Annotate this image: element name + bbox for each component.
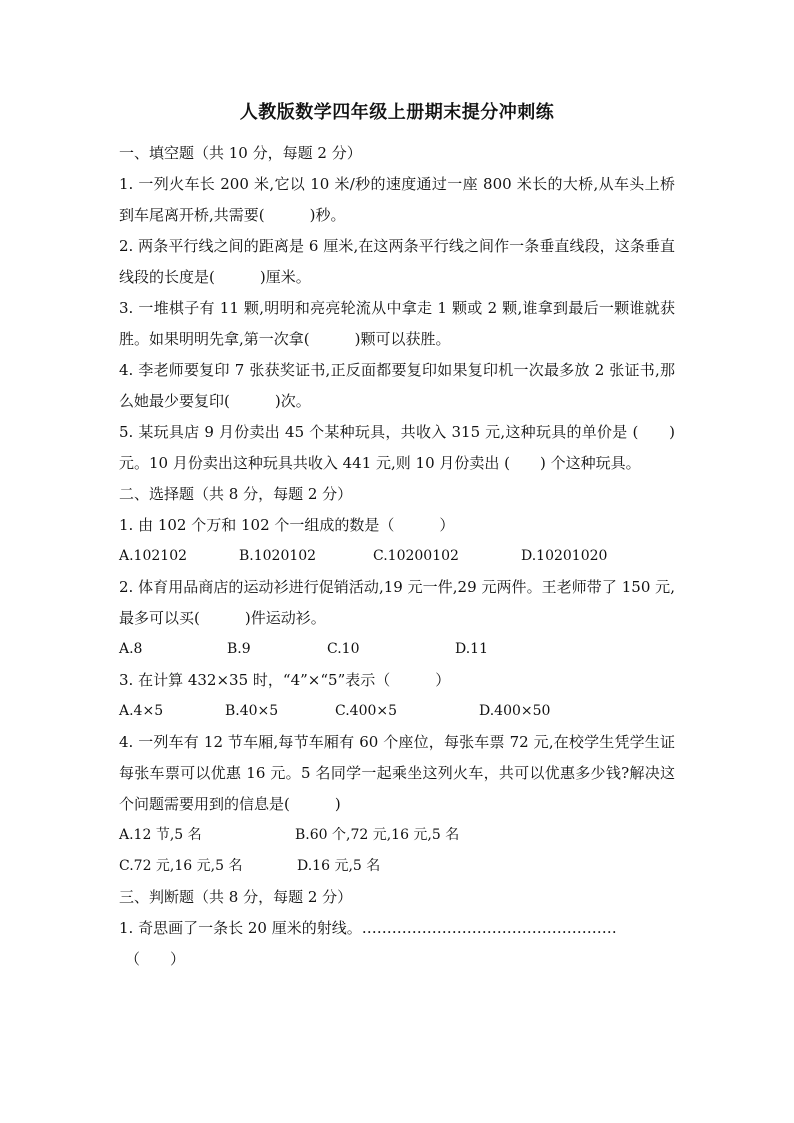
choice-question-1-options — [119, 541, 675, 572]
choice-question-2: 2. 体育用品商店的运动衫进行促销活动,19 元一件,29 元两件。王老师带了 150 元,最多可以买( )件运动衫。 — [119, 578, 675, 627]
option-b: B.9 — [227, 641, 251, 657]
choice-question-4-options-row-2 — [119, 851, 675, 882]
choice-question-3-options — [119, 696, 675, 727]
fill-question-1: 1. 一列火车长 200 米,它以 10 米/秒的速度通过一座 800 米长的大桥,从车头上桥到车尾离开桥,共需要( )秒。 — [119, 175, 675, 224]
fill-question-5: 5. 某玩具店 9 月份卖出 45 个某种玩具，共收入 315 元,这种玩具的单价是 ( ) 元。10 月份卖出这种玩具共收入 441 元,则 10 月份卖出 ( ) 个这种玩具。 — [119, 423, 675, 472]
choice-question-1: 1. 由 102 个万和 102 个一组成的数是（ ） — [119, 516, 455, 534]
fill-question-2: 2. 两条平行线之间的距离是 6 厘米,在这两条平行线之间作一条垂直线段，这条垂直线段的长度是( )厘米。 — [119, 237, 675, 286]
fill-question-4: 4. 李老师要复印 7 张获奖证书,正反面都要复印如果复印机一次最多放 2 张证书,那么她最少要复印( )次。 — [119, 361, 675, 410]
option-a: A.12 节,5 名 — [119, 827, 202, 843]
judge-question-1: 1. 奇思画了一条长 20 厘米的射线。…………………………………………… — [119, 919, 617, 937]
option-b: B.60 个,72 元,16 元,5 名 — [295, 827, 460, 843]
option-b: B.40×5 — [225, 703, 279, 719]
option-b: B.1020102 — [239, 548, 317, 564]
choice-question-3: 3. 在计算 432×35 时，“4”×“5”表示（ ） — [119, 671, 451, 689]
section-judge-heading: 三、判断题（共 8 分，每题 2 分） — [119, 888, 353, 906]
fill-question-3: 3. 一堆棋子有 11 颗,明明和亮亮轮流从中拿走 1 颗或 2 颗,谁拿到最后一颗谁就获胜。如果明明先拿,第一次拿( )颗可以获胜。 — [119, 299, 675, 348]
option-d: D.400×50 — [479, 703, 551, 719]
choice-question-4: 4. 一列车有 12 节车厢,每节车厢有 60 个座位，每张车票 72 元,在校学生凭学生证每张车票可以优惠 16 元。5 名同学一起乘坐这列火车，共可以优惠多少钱?解决这个问题需要用到的信息是( ) — [119, 733, 675, 813]
option-c: C.10200102 — [373, 548, 459, 564]
option-a: A.8 — [119, 641, 143, 657]
option-c: C.10 — [327, 641, 360, 657]
exam-page — [119, 100, 675, 975]
option-d: D.10201020 — [521, 548, 608, 564]
option-a: A.4×5 — [119, 703, 164, 719]
option-a: A.102102 — [119, 548, 188, 564]
option-d: D.11 — [455, 641, 488, 657]
judge-question-1-answer-blank: （ ） — [125, 950, 186, 968]
option-c: C.400×5 — [335, 703, 398, 719]
page-title: 人教版数学四年级上册期末提分冲刺练 — [239, 102, 555, 123]
choice-question-2-options — [119, 634, 675, 665]
choice-question-4-options-row-1 — [119, 820, 675, 851]
option-d: D.16 元,5 名 — [297, 858, 381, 874]
section-choice-heading: 二、选择题（共 8 分，每题 2 分） — [119, 485, 353, 503]
section-fill-heading: 一、填空题（共 10 分，每题 2 分） — [119, 144, 362, 162]
option-c: C.72 元,16 元,5 名 — [119, 858, 243, 874]
